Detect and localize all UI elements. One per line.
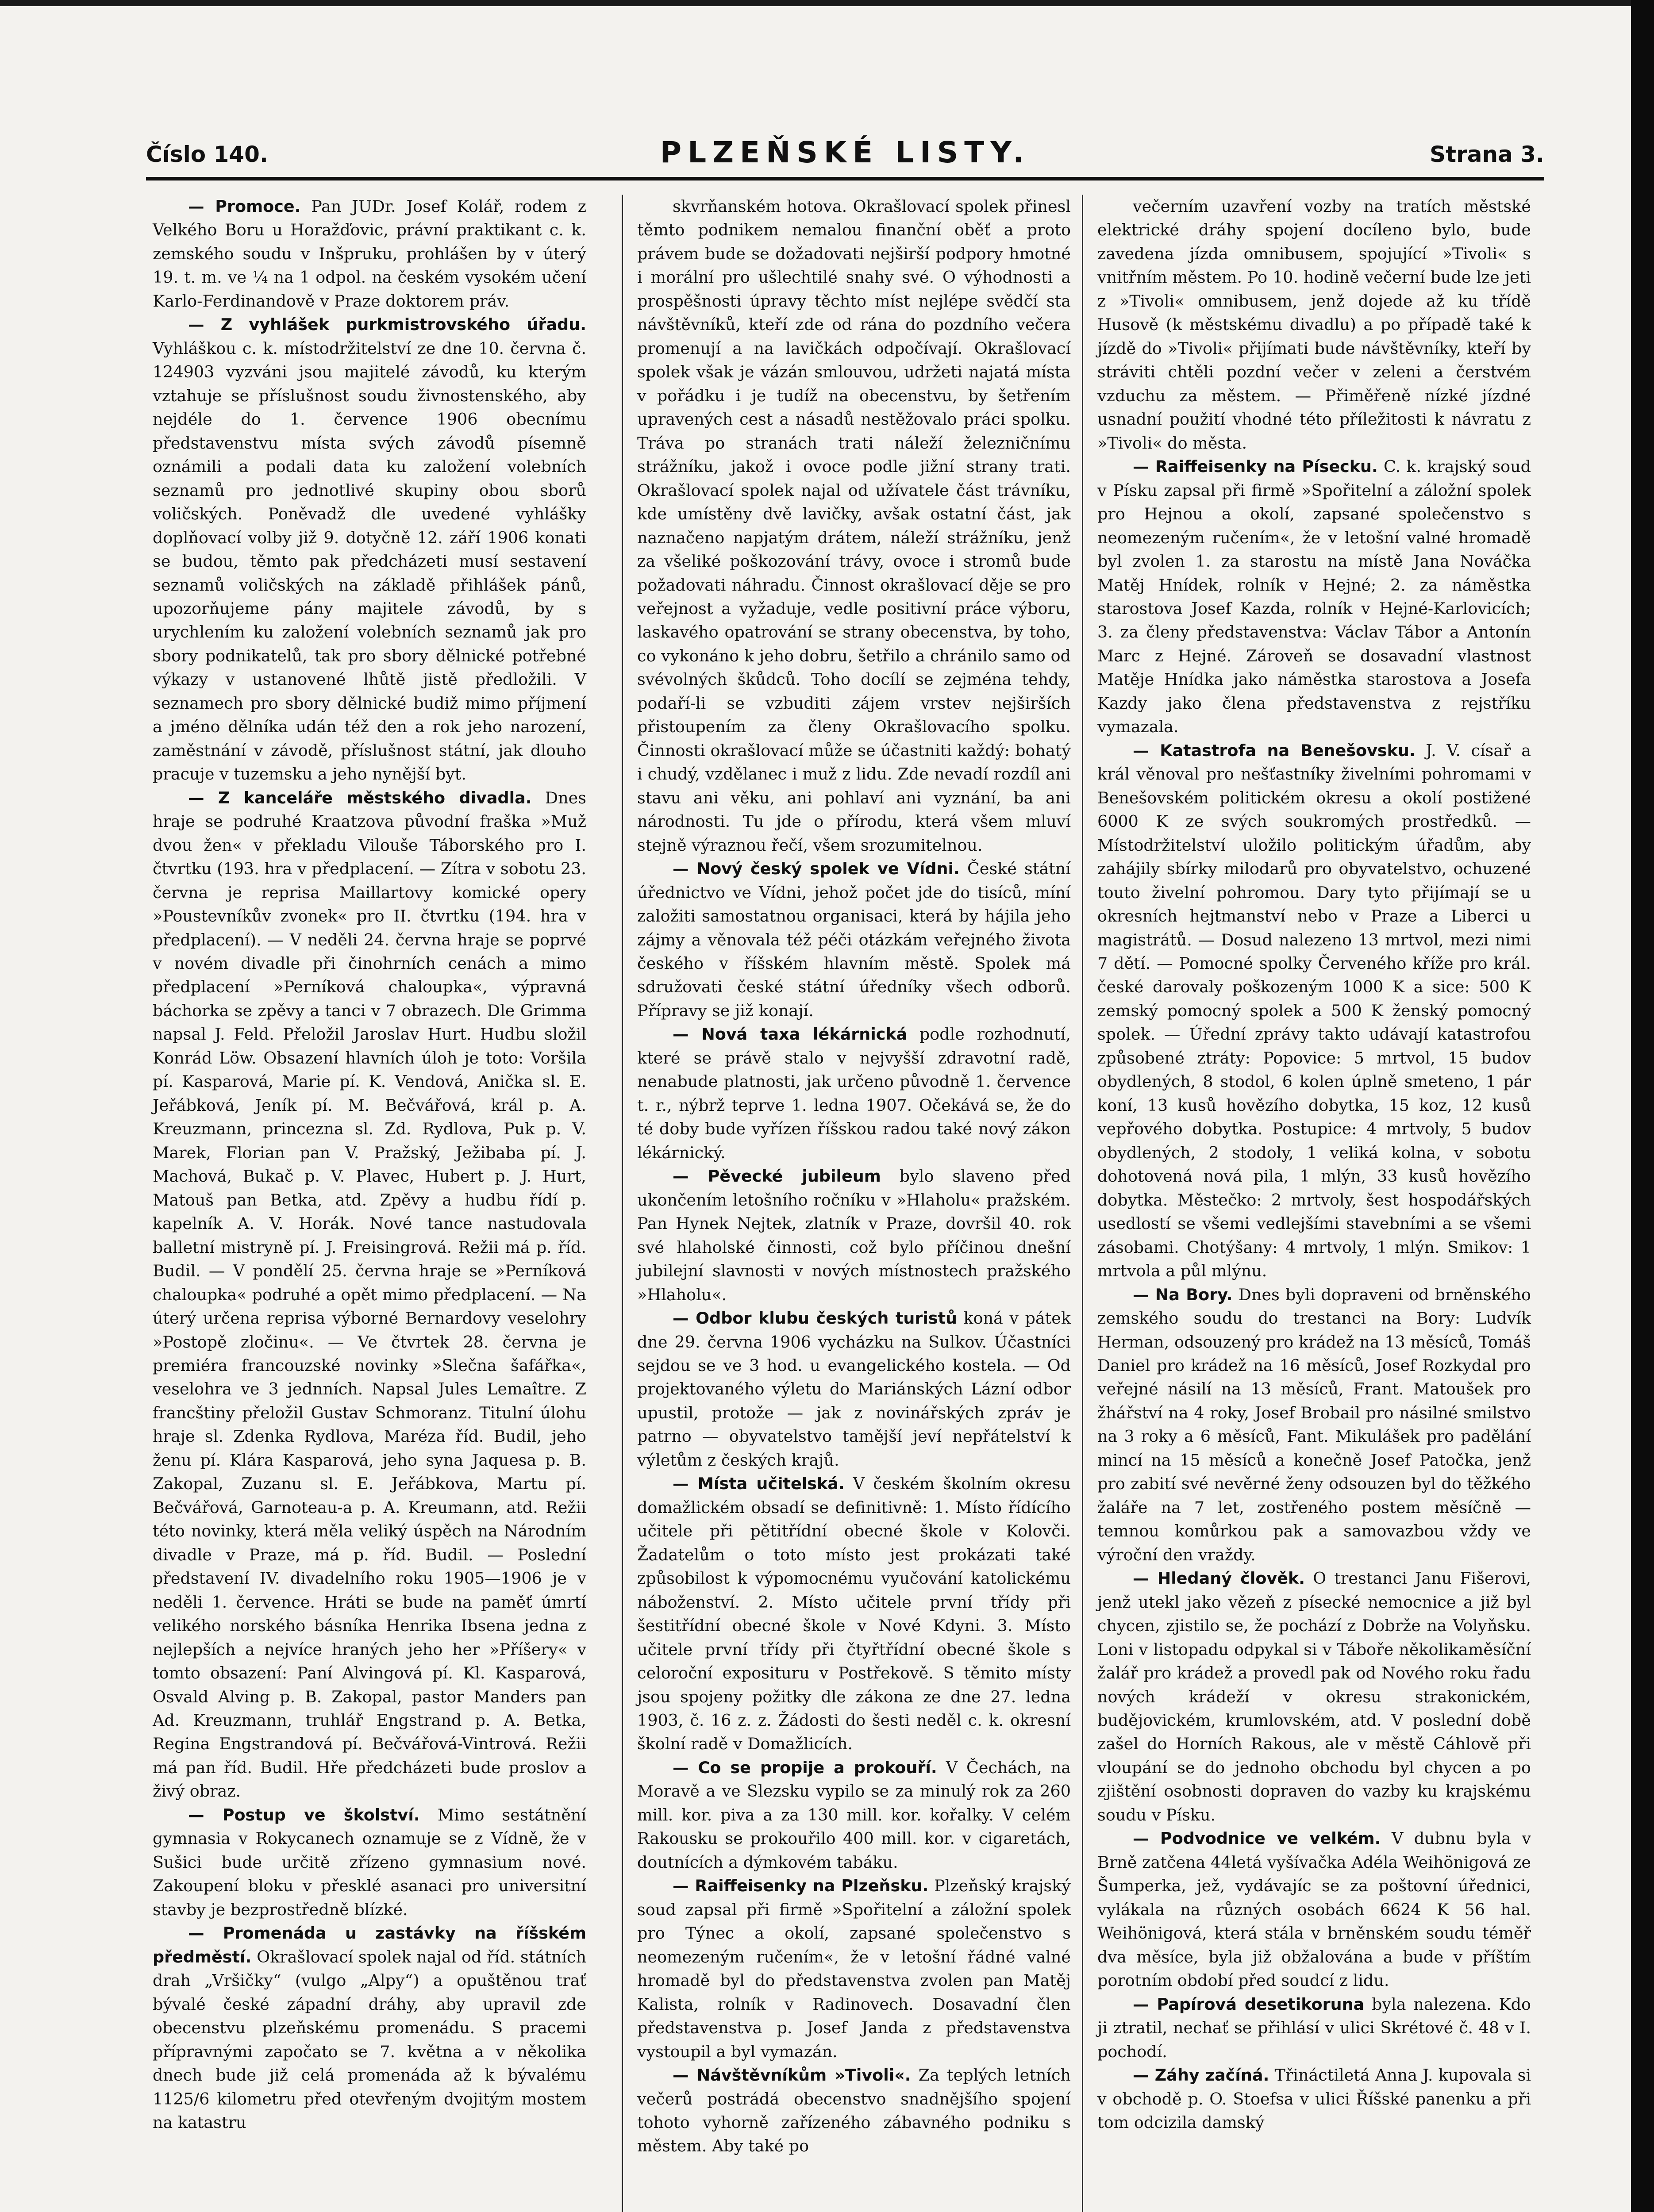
scan-top-edge [0, 0, 1654, 6]
article [1097, 1993, 1531, 2063]
article [637, 2063, 1071, 2158]
article [153, 195, 586, 313]
article-heading: — Papírová desetikoruna [1133, 1994, 1365, 2014]
article [637, 857, 1071, 1022]
article-text: Třináctiletá Anna J. kupovala si v obchodě p. O. Stoefsa v ulici Říšské panenku a při tom odcizila damský [1097, 2066, 1531, 2132]
article-heading: — Hledaný člověk. [1133, 1569, 1305, 1588]
article [153, 1921, 586, 2134]
article-heading: — Nová taxa lékárnická [673, 1025, 908, 1044]
article-text: bylo slaveno před ukončením letošního ročníku v »Hlaholu« pražském. Pan Hynek Nejtek, zlatník v Praze, dovršil 40. rok své hlaholské činnosti, což bylo příčinou dnešní jubilejní slavnosti v nových místnostech pražského »Hlaholu«. [637, 1167, 1071, 1304]
article-heading: — Z vyhlášek purkmistrovského úřadu. [188, 315, 586, 334]
article-text: podle rozhodnutí, které se právě stalo v nejvyšší zdravotní radě, nenabude platnosti, jak určeno původně 1. července t. r., nýbrž teprve 1. ledna 1907. Očekává se, že do té doby bude vyřízen říšskou radou také nový zákon lékárnický. [637, 1025, 1071, 1162]
article [1097, 1827, 1531, 1992]
article-heading: — Z kanceláře městského divadla. [188, 788, 532, 807]
article [637, 1756, 1071, 1874]
article [1097, 455, 1531, 739]
article-heading: — Podvodnice ve velkém. [1133, 1829, 1381, 1848]
scan-right-edge [1631, 0, 1654, 2212]
article-heading: — Promenáda u zastávky na říšském předměstí. [153, 1924, 586, 1966]
column-divider [1082, 195, 1083, 2212]
article-text: Dnes byli dopraveni od brněnského zemského soudu do trestanci na Bory: Ludvík Herman, odsouzený pro krádež na 13 měsíců, Tomáš Daniel pro krádež na 16 měsíců, Josef Rozkydal pro veřejné násilí na 13 měsíců, Frant. Matoušek pro žhářství na 4 roky, Josef Brobail pro násilné smilstvo na 3 roky a 6 měsíců, Fant. Mikulášek pro padělání mincí na 15 měsíců a konečně Josef Patočka, jenž pro zabití své nevěrné ženy odsouzen byl do těžkého žaláře na 7 let, zostřeného postem měsíčně — temnou komůrkou pak a samovazbou vždy ve výroční den vraždy. [1097, 1285, 1531, 1564]
article-heading: — Raiffeisenky na Plzeňsku. [673, 1876, 929, 1896]
article [637, 1022, 1071, 1164]
article-heading: — Promoce. [188, 197, 301, 216]
article-heading: — Raiffeisenky na Písecku. [1133, 457, 1378, 476]
article-heading: — Pěvecké jubileum [673, 1167, 881, 1186]
article-text: večerním uzavření vozby na tratích městské elektrické dráhy spojení docíleno bylo, bude zavedena jízda omnibusem, spojující »Tivoli« s vnitřním městem. Po 10. hodině večerní bude lze jeti z »Tivoli« omnibusem, jenž dojede až ku třídě Husově (k městskému divadlu) a po případě také k jízdě do »Tivoli« přijímati bude návštěvníky, kteří by stráviti chtěli pozdní večer v zeleni a čerstvém vzduchu za městem. — Přiměřeně nízké jízdné usnadní použití vhodné této příležitosti k návratu z »Tivoli« do města. [1097, 197, 1531, 453]
article-heading: — Nový český spolek ve Vídni. [673, 859, 960, 879]
article-text: byla nalezena. Kdo ji ztratil, nechať se přihlásí v ulici Skrétové č. 48 v I. pochodí. [1097, 1994, 1531, 2061]
article-text: V českém školním okresu domažlickém obsadí se definitivně: 1. Místo řídícího učitele při pětitřídní obecné škole v Kolovči. Žadatelům o toto místo jest prokázati také způsobilost k výpomocnému vyučování katolickému náboženství. 2. Místo učitele první třídy při šestitřídní obecné škole v Nové Kdyni. 3. Místo učitele první třídy při čtyřtřídní obecné škole s celoroční exposituru v Postřekově. S těmito místy jsou spojeny požitky dle zákona ze dne 27. ledna 1903, č. 16 z. z. Žádosti do šesti neděl c. k. okresní školní radě v Domažlicích. [637, 1474, 1071, 1754]
article [153, 313, 586, 786]
article-text: skvrňanském hotova. Okrašlovací spolek přinesl těmto podnikem nemalou finanční oběť a proto právem bude se dožadovati nejširší podpory hmotné i morální pro ušlechtilé snahy své. O výhodnosti a prospěšnosti úpravy těchto míst nejlépe svědčí sta návštěvníků, kteří zde od rána do pozdního večera promenují a na lavičkách odpočívají. Okrašlovací spolek však je vázán smlouvou, udržeti najatá místa v pořádku i je tudíž na obecenstvu, by šetřením upravených cest a násadů nestěžovalo práci spolku. Tráva po stranách trati náleží železničnímu strážníku, jakož i ovoce podle jižní strany trati. Okrašlovací spolek najal od užívatele část trávníku, kde umístěny dvě lavičky, avšak ostatní část, jak naznačeno napjatým drátem, náleží strážníku, jenž za všeliké poškozování trávy, ovoce i stromů bude požadovati náhradu. Činnost okrašlovací děje se pro veřejnost a vyžaduje, vedle positivní práce výboru, laskavého opatrování se strany obecenstva, by toho, co vykonáno k jeho dobru, šetřilo a chránilo samo od svévolných škůdců. Toho docílí se zejména tehdy, podaří-li se vzbuditi zájem vrstev nejširších přistoupením za členy Okrašlovacího spolku. Činnosti okrašlovací může se účastniti každý: bohatý i chudý, vzdělanec i muž z lidu. Zde nevadí rozdíl ani stavu ani věku, ani pohlaví ani vyznání, ba ani národnosti. Tu jde o přírodu, která všem mluví stejně výraznou řečí, všem srozumitelnou. [637, 197, 1071, 855]
article [153, 1803, 586, 1921]
article-text: Plzeňský krajský soud zapsal při firmě »Spořitelní a záložní spolek pro Týnec a okolí, zapsané společenstvo s neomezeným ručením«, že v letošní řádné valné hromadě byl do představenstva zvolen pan Matěj Kalista, rolník v Radinovech. Dosavadní člen představenstva p. Josef Janda z představenstva vystoupil a byl vymazán. [637, 1876, 1071, 2061]
newspaper-title: PLZEŇSKÉ LISTY. [660, 135, 1031, 169]
article-text: Mimo sestátnění gymnasia v Rokycanech oznamuje se z Vídně, že v Sušici bude určitě zřízeno gymnasium nové. Zakoupení bloku v přesklé asanaci pro universitní stavby je bezprostředně blízké. [153, 1805, 587, 1919]
article-text: O trestanci Janu Fišerovi, jenž utekl jako vězeň z písecké nemocnice a již byl chycen, zjistilo se, že pochází z Dobrže na Volyňsku. Loni v listopadu odpykal si v Táboře několikaměsíční žalář pro krádež a provedl pak od Nového roku řadu nových krádeží v okresu strakonickém, budějovickém, krumlovském, atd. V poslední době zašel do Horních Rakous, ale v městě Cáhlově při vloupání se do jednoho obchodu byl chycen a po zjištění osobnosti dopraven do vazby ku krajskému soudu v Písku. [1097, 1569, 1531, 1824]
article-text: Pan JUDr. Josef Kolář, rodem z Velkého Boru u Horažďovic, právní praktikant c. k. zemského soudu v Inšpruku, prohlášen by v úterý 19. t. m. ve ¼ na 1 odpol. na českém vysokém učení Karlo-Ferdinandově v Praze doktorem práv. [153, 197, 586, 311]
article-heading: — Co se propije a prokouří. [673, 1758, 937, 1777]
article [637, 1472, 1071, 1756]
article [153, 786, 586, 1803]
article-heading: — Záhy začíná. [1133, 2066, 1269, 2085]
article [1097, 739, 1531, 1283]
article-heading: — Katastrofa na Benešovsku. [1133, 741, 1416, 760]
article-text: Za teplých letních večerů postrádá obecenstvo snadnějšího spojení tohoto vyhorně zařízeného zábavného podniku s městem. Aby také po [637, 2066, 1071, 2156]
column-3 [1097, 195, 1531, 2134]
article-heading: — Odbor klubu českých turistů [673, 1309, 958, 1328]
article [1097, 195, 1531, 455]
article-text: Dnes hraje se podruhé Kraatzova původní fraška »Muž dvou žen« v překladu Vilouše Táborského pro I. čtvrtku (193. hra v předplacení. — Zítra v sobotu 23. června je reprisa Maillartovy komické opery »Poustevníkův zvonek« pro II. čtvrtku (194. hra v předplacení). — V neděli 24. června hraje se poprvé v novém divadle při činohrních cenách a mimo předplacení »Perníková chaloupka«, výpravná báchorka se zpěvy a tanci v 7 obrazech. Dle Grimma napsal J. Feld. Přeložil Jaroslav Hurt. Hudbu složil Konrád Löw. Obsazení hlavních úloh je toto: Voršila pí. Kasparová, Marie pí. K. Vendová, Anička sl. E. Jeřábková, Jeník pí. M. Bečvářová, král p. A. Kreuzmann, princezna sl. Zd. Rydlova, Puk p. V. Marek, Florian pan V. Pražský, Ježibaba pí. J. Machová, Bukač p. V. Plavec, Hubert p. J. Hurt, Matouš pan Betka, atd. Zpěvy a hudbu řídí p. kapelník A. V. Horák. Nové tance nastudovala balletní mistryně pí. J. Freisingrová. Režii má p. říd. Budil. — V pondělí 25. června hraje se »Perníková chaloupka« podruhé a opět mimo předplacení. — Na úterý určena reprisa výborné Bernardovy veselohry »Postopě zločinu«. — Ve čtvrtek 28. června je premiéra francouzské novinky »Slečna šafářka«, veselohra ve 3 jednních. Napsal Jules Lemaître. Z francštiny přeložil Gustav Schmoranz. Titulní úlohu hraje sl. Zdenka Rydlova, Maréza říd. Budil, jeho ženu pí. Klára Kasparová, jeho syna Jaquesa p. B. Zakopal, Zuzanu sl. E. Jeřábkova, Martu pí. Bečvářová, Garnoteau-a p. A. Kreumann, atd. Režii této novinky, která měla veliký úspěch na Národním divadle v Praze, má p. říd. Budil. — Poslední představení IV. divadelního roku 1905—1906 je v neděli 1. července. Hráti se bude na paměť úmrtí velikého norského básníka Henrika Ibsena jedna z nejlepších a nejvíce hraných jeho her »Příšery« v tomto obsazení: Paní Alvingová pí. Kl. Kasparová, Osvald Alving p. B. Zakopal, pastor Manders pan Ad. Kreuzmann, truhlář Engstrand p. A. Betka, Regina Engstrandová pí. Bečvářová-Vintrová. Režii má pan říd. Budil. Hře předcházeti bude proslov a živý obraz. [153, 788, 586, 1801]
article [1097, 1283, 1531, 1567]
article-text: Okrašlovací spolek najal od říd. státních drah „Vršičky“ (vulgo „Alpy“) a opuštěnou trať bývalé české západní dráhy, aby upravil zde obecenstvu plzeňskému promenádu. S pracemi přípravnými započato se 7. května a v několika dnech bude již celá promenáda až k bývalému 1125/6 kilometru před otevřeným dvojitým mostem na katastru [153, 1947, 586, 2132]
article [1097, 2063, 1531, 2134]
article-heading: — Na Bory. [1133, 1285, 1233, 1304]
header-rule [146, 177, 1544, 180]
article-text: J. V. císař a král věnoval pro nešťastníky živelními pohromami v Benešovském politickém okresu a okolí postižené 6000 K ze svých soukromých prostředků. — Místodržitelství uložilo politickým úřadům, aby zahájily sbírky milodarů pro obyvatelstvo, ochuzené touto živelní pohromou. Dary tyto přijímají se u okresních hejtmanství nebo v Praze a Liberci u magistrátů. — Dosud nalezeno 13 mrtvol, mezi nimi 7 dětí. — Pomocné spolky Červeného kříže pro král. české darovaly poškozeným 1000 K a sice: 500 K zemský pomocný spolek a 500 K ženský pomocný spolek. — Úřední zprávy takto udávají katastrofou způsobené ztráty: Popovice: 5 mrtvol, 15 budov obydlených, 8 stodol, 6 kolen úplně smeteno, 1 pár koní, 13 kusů hovězího dobytka, 15 koz, 12 kusů vepřového dobytka. Postupice: 4 mrtvoly, 5 budov obydlených, 2 stodoly, 1 veliká kolna, v sobotu dohotovená nová pila, 1 mlýn, 33 kusů hovězího dobytka. Městečko: 2 mrtvoly, šest hospodářských usedlostí se všemi vedlejšími stavebními a se všemi zásobami. Chotýšany: 4 mrtvoly, 1 mlýn. Smikov: 1 mrtvola a půl mlýnu. [1097, 741, 1531, 1281]
article-heading: — Návštěvníkům »Tivoli«. [673, 2066, 911, 2085]
column-1 [153, 195, 586, 2134]
column-divider [622, 195, 623, 2212]
page-header [146, 133, 1544, 181]
article [637, 195, 1071, 857]
article [637, 1164, 1071, 1306]
article-text: Vyhláškou c. k. místodržitelství ze dne 10. června č. 124903 vyzváni jsou majitelé závodů, ku kterým vztahuje se příslušnost soudu živnostenského, aby nejdéle do 1. července 1906 obecnímu představenstvu místa svých závodů písemně oznámili a podali data ku založení volebních seznamů pro jednotlivé skupiny obou sborů voličských. Poněvadž dle uvedené vyhlášky doplňovací volby již 9. dotyčně 12. září 1906 konati se budou, těmto pak předcházeti musí sestavení seznamů voličských na základě přihlášek pánů, upozorňujeme pány majitele závodů, by s urychlením ku založení volebních seznamů jak pro sbory podnikatelů, tak pro sbory dělnické potřebné výkazy v ustanovené lhůtě jistě předložili. V seznamech pro sbory dělnické budiž mimo příjmení a jméno dělníka udán též den a rok jeho narození, zaměstnání v závodě, příslušnost státní, jak dlouho pracuje v tuzemsku a jeho nynější byt. [153, 338, 586, 784]
article [1097, 1567, 1531, 1827]
article-text: C. k. krajský soud v Písku zapsal při firmě »Spořitelní a záložní spolek pro Hejnou a okolí, zapsané společenstvo s neomezeným ručením«, že v letošní valné hromadě byl zvolen 1. za starostu na místě Jana Nováčka Matěj Hnídek, rolník v Hejné; 2. za náměstka starostova Josef Kazda, rolník v Hejné-Karlovicích; 3. za členy představenstva: Václav Tábor a Antonín Marc z Hejné. Zároveň se dosavadní vlastnost Matěje Hnídka jako náměstka starostova a Josefa Kazdy jako člena představenstva z rejstříku vymazala. [1097, 457, 1531, 737]
issue-number: Číslo 140. [146, 142, 268, 167]
article-text: koná v pátek dne 29. června 1906 vycházku na Sulkov. Účastníci sejdou se ve 3 hod. u evangelického kostela. — Od projektovaného výletu do Mariánských Lázní odbor upustil, protože — jak z novinářských zpráv je patrno — obyvatelstvo tamější jeví nepřátelství k výletům z českých krajů. [637, 1309, 1071, 1470]
article-text: České státní úřednictvo ve Vídni, jehož počet jde do tisíců, míní založiti samostatnou organisaci, která by hájila jeho zájmy a věnovala též péči otázkám veřejného života českého v říšském hlavním městě. Spolek má sdružovati české státní úředníky všech odborů. Přípravy se již konají. [637, 859, 1071, 1020]
article-heading: — Místa učitelská. [673, 1474, 845, 1494]
page-number: Strana 3. [1430, 142, 1544, 167]
article-text: V Čechách, na Moravě a ve Slezsku vypilo se za minulý rok za 260 mill. kor. piva a za 130 mill. kor. kořalky. V celém Rakousku se prokouřilo 400 mill. kor. v cigaretách, doutnících a dýmkovém tabáku. [637, 1758, 1071, 1872]
column-2 [637, 195, 1071, 2158]
article-heading: — Postup ve školství. [188, 1805, 420, 1824]
article [637, 1874, 1071, 2063]
article-text: V dubnu byla v Brně zatčena 44letá vyšívačka Adéla Weihönigová ze Šumperka, jež, vydávajíc se za poštovní úřednici, vylákala na různých osobách 6624 K 56 hal. Weihönigová, která stála v brněnském soudu téměř dva měsíce, byla již obžalována a bude v příštím porotním období před soudcí z lidu. [1097, 1829, 1531, 1990]
article [637, 1306, 1071, 1472]
